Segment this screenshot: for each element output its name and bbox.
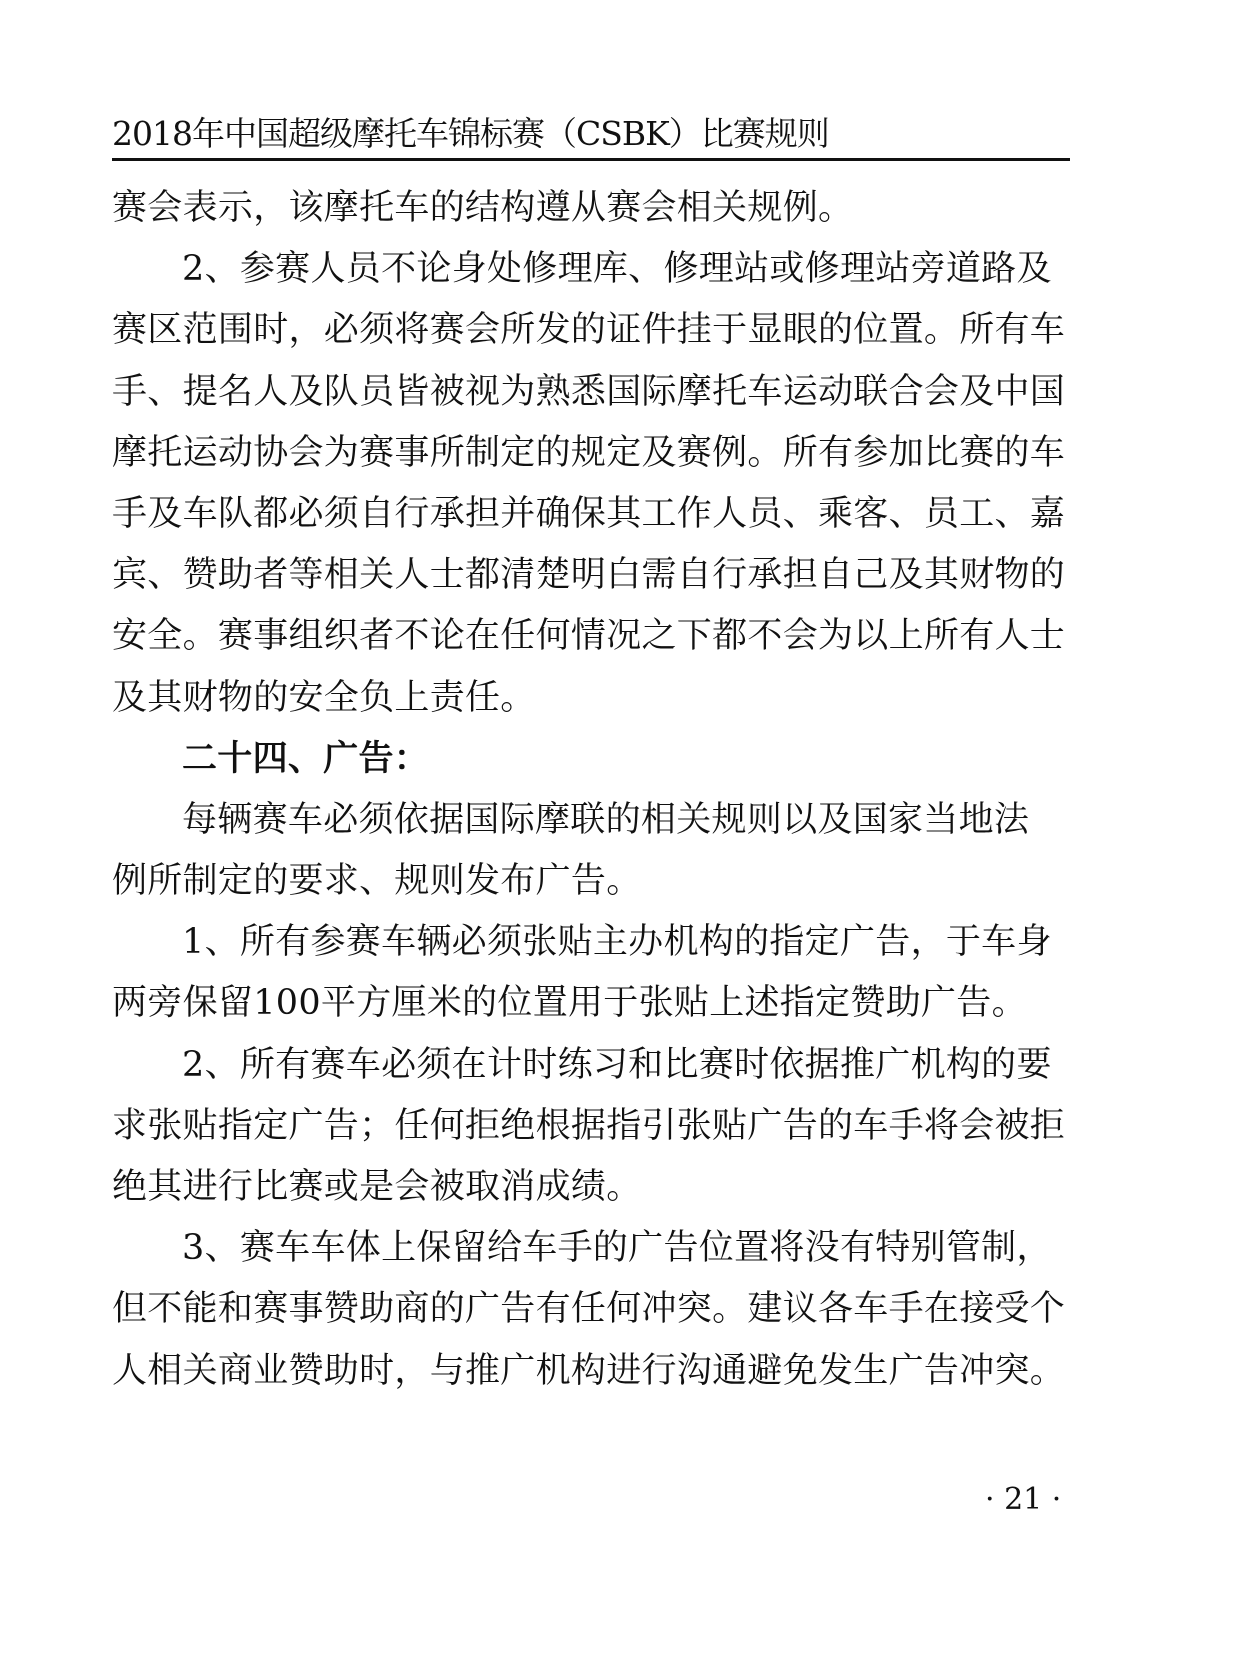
text-line: 宾、赞助者等相关人士都清楚明白需自行承担自己及其财物的 (112, 555, 1066, 596)
section-heading: 二十四、广告： (182, 738, 430, 779)
text-line: 赛会表示，该摩托车的结构遵从赛会相关规例。 (112, 188, 854, 228)
text-line: 但不能和赛事赞助商的广告有任何冲突。建议各车手在接受个 (112, 1289, 1066, 1330)
text-line: 赛区范围时，必须将赛会所发的证件挂于显眼的位置。所有车 (112, 310, 1066, 351)
body-text (112, 178, 1072, 1402)
text-line: 1、所有参赛车辆必须张贴主办机构的指定广告，于车身 (182, 922, 1052, 963)
text-line: 2、参赛人员不论身处修理库、修理站或修理站旁道路及 (182, 249, 1052, 290)
text-line: 手及车队都必须自行承担并确保其工作人员、乘客、员工、嘉 (112, 493, 1066, 534)
text-line: 手、提名人及队员皆被视为熟悉国际摩托车运动联合会及中国 (112, 371, 1066, 412)
text-line: 每辆赛车必须依据国际摩联的相关规则以及国家当地法 (182, 799, 1030, 840)
text-line: 绝其进行比赛或是会被取消成绩。 (112, 1167, 642, 1207)
document-title: 2018年中国超级摩托车锦标赛（CSBK）比赛规则 (112, 114, 829, 153)
text-line: 两旁保留100平方厘米的位置用于张贴上述指定赞助广告。 (112, 983, 1027, 1024)
text-line: 摩托运动协会为赛事所制定的规定及赛例。所有参加比赛的车 (112, 432, 1066, 473)
text-line: 3、赛车车体上保留给车手的广告位置将没有特别管制， (182, 1228, 1052, 1269)
header-divider (112, 158, 1070, 161)
text-line: 求张贴指定广告；任何拒绝根据指引张贴广告的车手将会被拒 (112, 1105, 1066, 1146)
page-number: · 21 · (985, 1482, 1062, 1517)
text-line: 及其财物的安全负上责任。 (112, 677, 536, 718)
text-line: 人相关商业赞助时，与推广机构进行沟通避免发生广告冲突。 (112, 1350, 1066, 1391)
text-line: 安全。赛事组织者不论在任何情况之下都不会为以上所有人士 (112, 616, 1066, 657)
page-header (112, 112, 1070, 156)
text-line: 2、所有赛车必须在计时练习和比赛时依据推广机构的要 (182, 1044, 1052, 1085)
text-line: 例所制定的要求、规则发布广告。 (112, 861, 642, 902)
